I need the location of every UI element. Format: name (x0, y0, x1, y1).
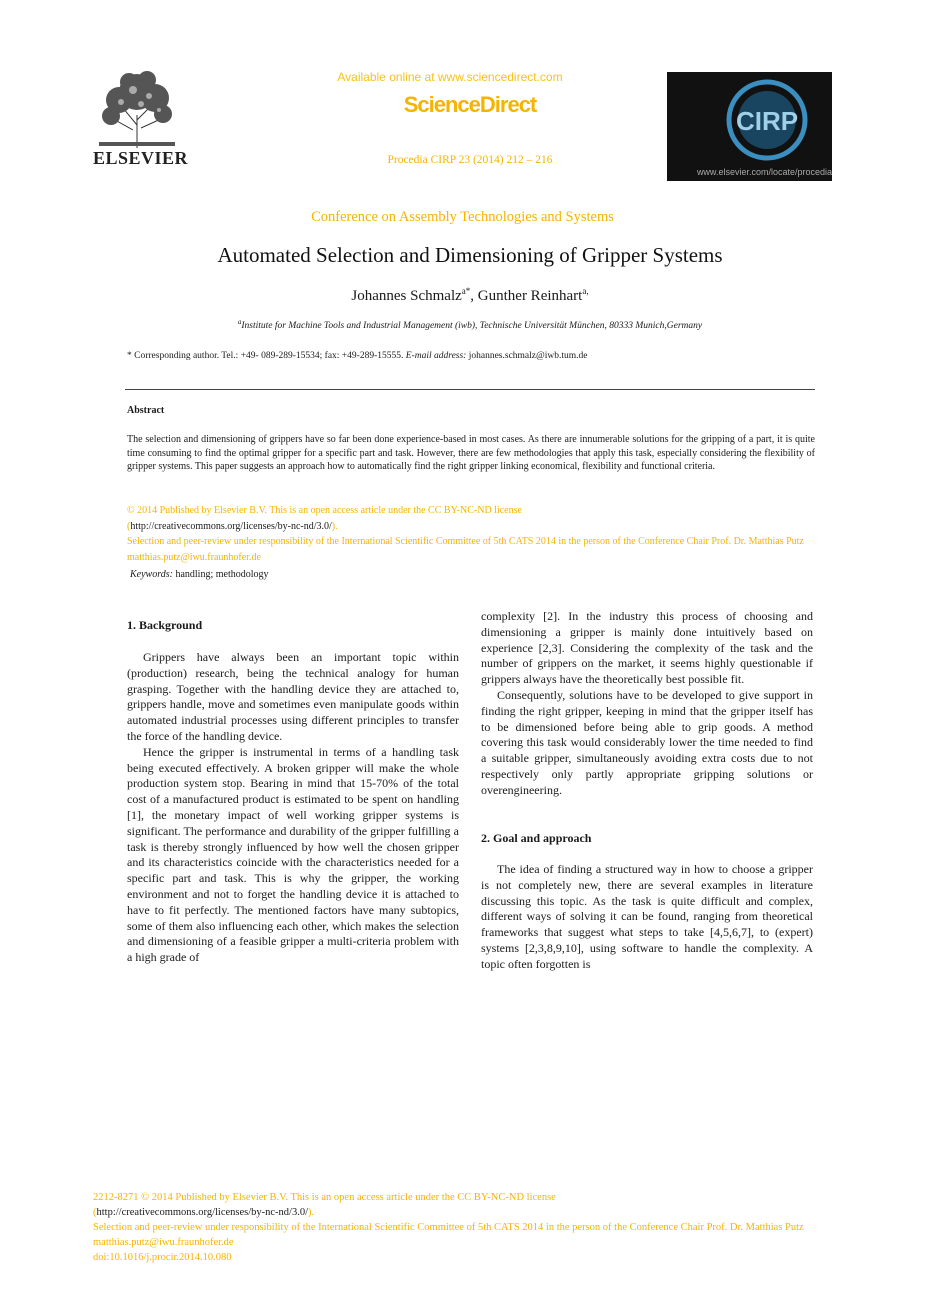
keywords-list: handling; methodology (172, 569, 269, 580)
affil-mark: a (237, 318, 242, 326)
affil-text: Institute for Machine Tools and Industrial Management (iwb), Technische Universität München, 80333 Munich,Germany (241, 321, 703, 332)
issn-license-line: 2212-8271 © 2014 Published by Elsevier B.V. This is an open access article under the CC BY-NC-ND license (93, 1192, 556, 1203)
paragraph: The idea of finding a structured way in how to choose a gripper is not completely new, there are several examples in literature discussing this topic. As the task is quite difficult and complex, different ways of solving it can be found, ranging from theoretical frameworks that suggest what steps to take [4,5,6,7], to (expert) systems [2,3,8,9,10], using software to handle the complexity. A topic often forgotten is (481, 862, 813, 971)
right-column-bottom (481, 862, 813, 973)
author-separator: , (470, 288, 478, 304)
author-name: Johannes Schmalz (351, 288, 462, 304)
email-address[interactable]: johannes.schmalz@iwb.tum.de (466, 351, 588, 361)
elsevier-wordmark: ELSEVIER (93, 148, 189, 168)
paragraph: complexity [2]. In the industry this process of choosing and dimensioning a gripper is mainly done intuitively based on experience [2,3]. Considering the complexity of the task and the number of grippers on the market, it seems highly questionable if grippers always have the theoretically best possible fit. (481, 609, 813, 687)
left-column (127, 650, 459, 966)
doi[interactable]: doi:10.1016/j.procir.2014.10.080 (93, 1252, 232, 1263)
paragraph: Hence the gripper is instrumental in terms of a handling task being executed effectively. A broken gripper will make the whole production system stop. Bearing in mind that 15-70% of the total cost of a manufactured product is estimated to be spent on handling [1], the monetary impact of well working gripper systems is significant. The performance and durability of the gripper fulfilling a task is thereby strongly influenced by how well the chosen gripper and its characteristics coincide with the characteristics needed for a specific part and task. This is why the gripper, the working environment and not to forget the handling device it is attached to have to fit perfectly. The mentioned factors have many subtopics, some of them also influencing each other, which makes the selection and dimensioning of a feasible gripper a multi-criteria problem with a high grade of (127, 744, 459, 965)
license-link[interactable]: http://creativecommons.org/licenses/by-nc-nd/3.0/ (130, 520, 332, 532)
author-name: Gunther Reinhart (477, 288, 583, 304)
email-label: E-mail address: (405, 351, 467, 361)
paragraph: Consequently, solutions have to be developed to give support in finding the right gripper, keeping in mind that the gripper itself has to be dimensioned before being able to grip goods. A method covering this task would considerably lower the time needed to find a suitable gripper, simultaneously avoiding extra costs due to not respectively only partly appropriate gripping solutions or overengineering. (481, 687, 813, 797)
author-affil-mark: a, (582, 286, 589, 296)
paper-title: Automated Selection and Dimensioning of Gripper Systems (217, 243, 723, 267)
license-notice (127, 503, 815, 565)
abstract-heading: Abstract (127, 405, 165, 416)
abstract-text: The selection and dimensioning of grippers have so far been done experience-based in most cases. As there are innumerable solutions for the gripping of a part, it is quite time consuming to find the optimal gripper for a specific part and task. However, there are few methodologies that apply this task, especially considering the flexibility of gripper systems. This paper suggests an approach how to automatically find the right gripper linking economical, flexibility and functional criteria. (127, 434, 815, 472)
author-affil-mark: a* (461, 286, 471, 296)
footer-link-line: (http://creativecommons.org/licenses/by-nc-nd/3.0/). (93, 1207, 315, 1218)
sciencedirect-logo: ScienceDirect (403, 92, 537, 117)
keywords-label: Keywords: (130, 569, 173, 580)
right-column-top (481, 609, 813, 799)
footer-license-link[interactable]: http://creativecommons.org/licenses/by-nc-nd/3.0/ (96, 1207, 309, 1218)
section-heading-goal: 2. Goal and approach (481, 831, 592, 845)
corresponding-author-note (127, 351, 827, 361)
license-link-line: (http://creativecommons.org/licenses/by-nc-nd/3.0/). (127, 520, 338, 532)
header-divider (125, 389, 815, 390)
author-list (100, 286, 840, 305)
review-statement: Selection and peer-review under responsibility of the International Scientific Committee of 5th CATS 2014 in the person of the Conference Chair Prof. Dr. Matthias Putz matthias.putz@iwu.fraunhofer.de (127, 536, 804, 563)
available-online-text[interactable]: Available online at www.sciencedirect.com (337, 70, 563, 84)
license-line: © 2014 Published by Elsevier B.V. This is an open access article under the CC BY-NC-ND license (127, 505, 522, 516)
cirp-logo (667, 72, 832, 181)
affiliation (100, 318, 840, 331)
paragraph: Grippers have always been an important topic within (production) research, being the technical analogy for human grasping. Together with the handling device they are attached to, grippers handle, move and sometimes even manipulate goods within automated industrial processes using different principles to transfer the force of the handling device. (127, 650, 459, 743)
contact-details: * Corresponding author. Tel.: +49- 089-289-15534; fax: +49-289-15555. (127, 351, 406, 361)
conference-name: Conference on Assembly Technologies and Systems (311, 209, 614, 225)
journal-reference: Procedia CIRP 23 (2014) 212 – 216 (387, 154, 553, 166)
footer-review-statement: Selection and peer-review under responsibility of the International Scientific Committee of 5th CATS 2014 in the person of the Conference Chair Prof. Dr. Matthias Putz matthias.putz@iwu.fraunhofer.de (93, 1222, 804, 1248)
keywords (130, 569, 269, 580)
cirp-logo-text: CIRP (735, 106, 799, 136)
section-heading-background: 1. Background (127, 618, 203, 632)
journal-url[interactable]: www.elsevier.com/locate/procedia (696, 167, 832, 177)
footer-notice (93, 1190, 813, 1265)
